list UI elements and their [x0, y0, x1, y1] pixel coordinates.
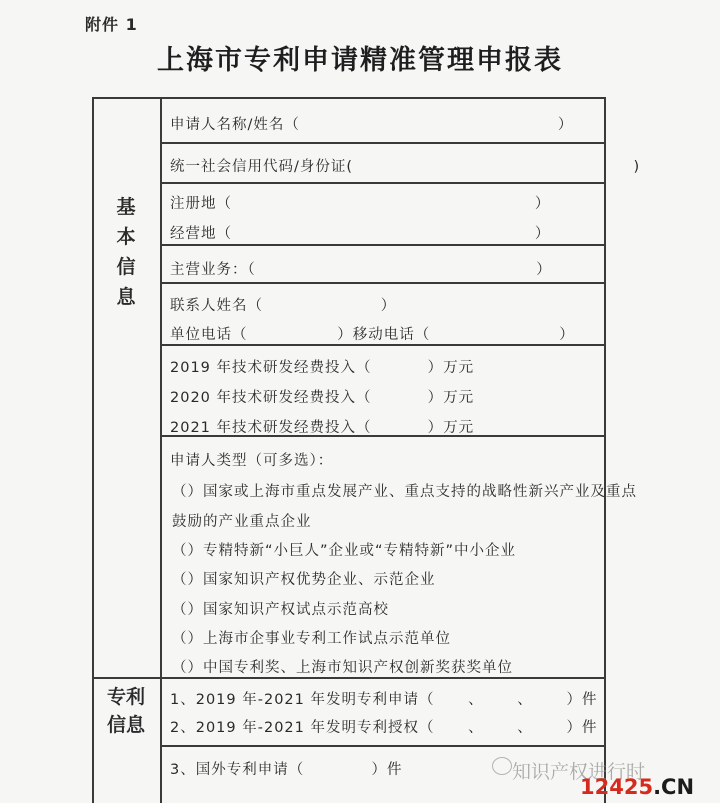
- watermark-text: 知识产权进行时: [512, 761, 646, 783]
- row-divider: [160, 182, 606, 184]
- table-border-top: [92, 97, 606, 99]
- applicant-type-option[interactable]: （）国家知识产权优势企业、示范企业: [172, 572, 436, 588]
- applicant-type-option[interactable]: （）上海市企事业专利工作试点示范单位: [172, 631, 451, 647]
- contact-name-field[interactable]: 联系人姓名（ ）: [170, 298, 397, 314]
- registered-address-field[interactable]: 注册地（ ）: [170, 196, 551, 212]
- rd-2021-field[interactable]: 2021 年技术研发经费投入（ ）万元: [170, 420, 475, 436]
- patent-grants-field[interactable]: 2、2019 年-2021 年发明专利授权（ 、 、 ）件: [170, 720, 598, 736]
- section-label-line: 专利: [106, 686, 145, 708]
- main-business-field[interactable]: 主营业务：（ ）: [170, 262, 552, 278]
- applicant-type-option[interactable]: （）专精特新“小巨人”企业或“专精特新”中小企业: [172, 543, 517, 559]
- section-label-line: 信息: [106, 714, 145, 736]
- applicant-type-option[interactable]: （）国家或上海市重点发展产业、重点支持的战略性新兴产业及重点: [172, 484, 637, 500]
- foreign-patent-field[interactable]: 3、国外专利申请（ ）件: [170, 762, 403, 778]
- applicant-name-field[interactable]: 申请人名称/姓名（ ）: [170, 117, 574, 133]
- applicant-type-option-continuation: 鼓励的产业重点企业: [172, 514, 312, 530]
- phone-fields[interactable]: 单位电话（ ）移动电话（ ）: [170, 327, 575, 343]
- watermark-domain-number: 12425: [580, 775, 654, 799]
- table-border-right: [604, 97, 606, 803]
- attachment-label: 附件 1: [85, 15, 138, 34]
- section-label-char: 基: [116, 196, 136, 218]
- watermark: [492, 749, 695, 799]
- watermark-domain-suffix: .CN: [653, 775, 695, 799]
- wechat-icon: [492, 757, 512, 775]
- patent-applications-field[interactable]: 1、2019 年-2021 年发明专利申请（ 、 、 ）件: [170, 692, 598, 708]
- applicant-type-option[interactable]: （）中国专利奖、上海市知识产权创新奖获奖单位: [172, 660, 513, 676]
- row-divider: [160, 745, 606, 747]
- rd-2019-field[interactable]: 2019 年技术研发经费投入（ ）万元: [170, 360, 475, 376]
- row-divider: [160, 244, 606, 246]
- applicant-type-option[interactable]: （）国家知识产权试点示范高校: [172, 602, 389, 618]
- applicant-type-label: 申请人类型（可多选）：: [170, 453, 334, 469]
- section-divider: [92, 677, 606, 679]
- rd-2020-field[interactable]: 2020 年技术研发经费投入（ ）万元: [170, 390, 475, 406]
- section-label-char: 息: [116, 286, 136, 308]
- section-label-char: 本: [116, 226, 136, 248]
- credit-code-field[interactable]: 统一社会信用代码/身份证( ): [170, 159, 641, 175]
- form-title: 上海市专利申请精准管理申报表: [157, 45, 563, 76]
- row-divider: [160, 142, 606, 144]
- row-divider: [160, 282, 606, 284]
- table-border-left: [92, 97, 94, 803]
- watermark-domain: [580, 775, 694, 799]
- section-label-char: 信: [116, 256, 136, 278]
- row-divider: [160, 344, 606, 346]
- table-column-divider: [160, 97, 162, 803]
- business-address-field[interactable]: 经营地（ ）: [170, 226, 551, 242]
